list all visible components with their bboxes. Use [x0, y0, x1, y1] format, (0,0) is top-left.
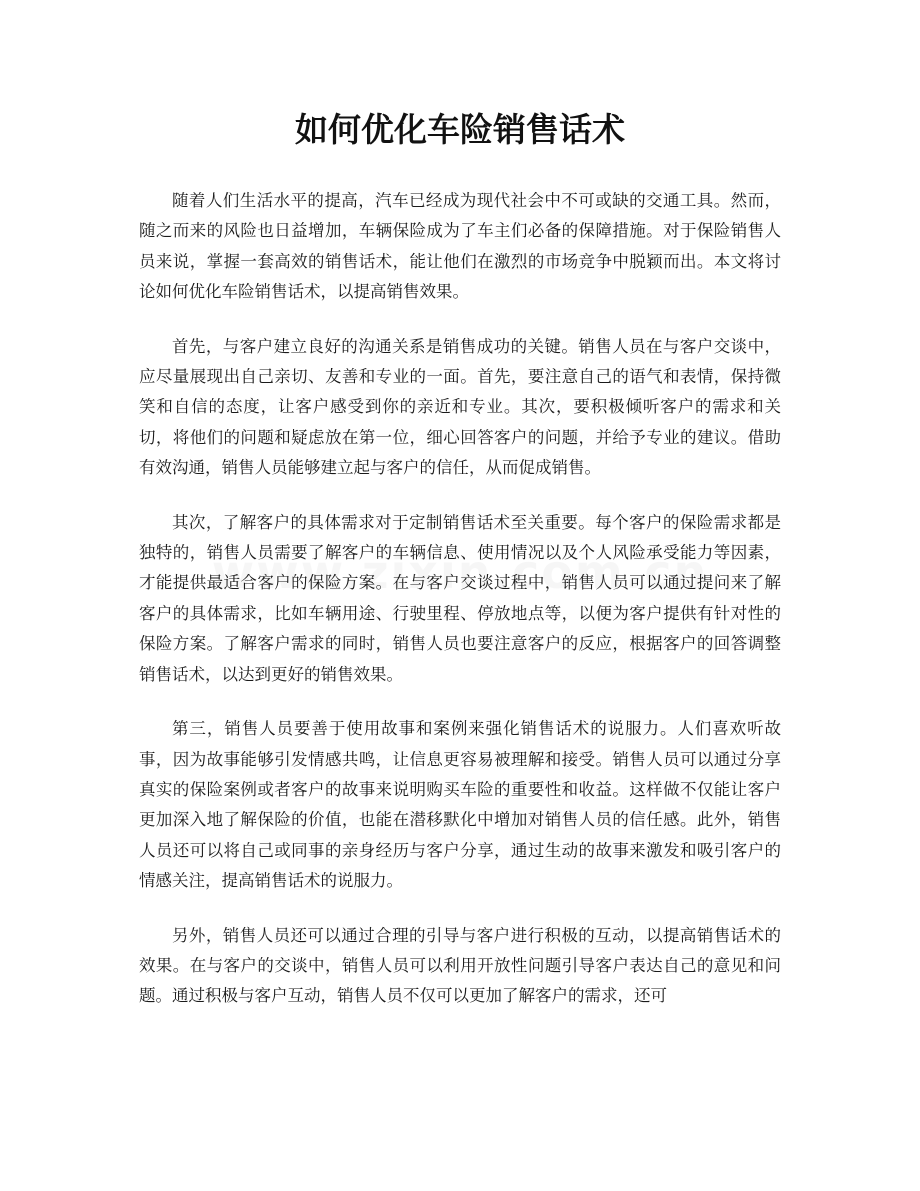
paragraph-customer-needs: 其次，了解客户的具体需求对于定制销售话术至关重要。每个客户的保险需求都是独特的，销售人员需要了解客户的车辆信息、使用情况以及个人风险承受能力等因素，才能提供最适合客户的保险方案。在与客户交谈过程中，销售人员可以通过提问来了解客户的具体需求，比如车辆用途、行驶里程、停放地点等，以便为客户提供有针对性的保险方案。了解客户需求的同时，销售人员也要注意客户的反应，根据客户的回答调整销售话术，以达到更好的销售效果。	[139, 512, 781, 684]
paragraph-communication: 首先，与客户建立良好的沟通关系是销售成功的关键。销售人员在与客户交谈中，应尽量展现出自己亲切、友善和专业的一面。首先，要注意自己的语气和表情，保持微笑和自信的态度，让客户感受到你的亲近和专业。其次，要积极倾听客户的需求和关切，将他们的问题和疑虑放在第一位，细心回答客户的问题，并给予专业的建议。借助有效沟通，销售人员能够建立起与客户的信任，从而促成销售。	[139, 336, 781, 478]
paragraph-intro: 随着人们生活水平的提高，汽车已经成为现代社会中不可或缺的交通工具。然而，随之而来的风险也日益增加，车辆保险成为了车主们必备的保障措施。对于保险销售人员来说，掌握一套高效的销售话术，能让他们在激烈的市场竞争中脱颖而出。本文将讨论如何优化车险销售话术，以提高销售效果。	[139, 191, 781, 302]
paragraph-stories-cases: 第三，销售人员要善于使用故事和案例来强化销售话术的说服力。人们喜欢听故事，因为故事能够引发情感共鸣，让信息更容易被理解和接受。销售人员可以通过分享真实的保险案例或者客户的故事来说明购买车险的重要性和收益。这样做不仅能让客户更加深入地了解保险的价值，也能在潜移默化中增加对销售人员的信任感。此外，销售人员还可以将自己或同事的亲身经历与客户分享，通过生动的故事来激发和吸引客户的情感关注，提高销售话术的说服力。	[139, 719, 781, 891]
paragraph-interaction: 另外，销售人员还可以通过合理的引导与客户进行积极的互动，以提高销售话术的效果。在与客户的交谈中，销售人员可以利用开放性问题引导客户表达自己的意见和问题。通过积极与客户互动，销售人员不仅可以更加了解客户的需求，还可	[139, 925, 781, 1006]
document-body	[139, 186, 781, 1036]
document-title: 如何优化车险销售话术	[295, 110, 625, 149]
